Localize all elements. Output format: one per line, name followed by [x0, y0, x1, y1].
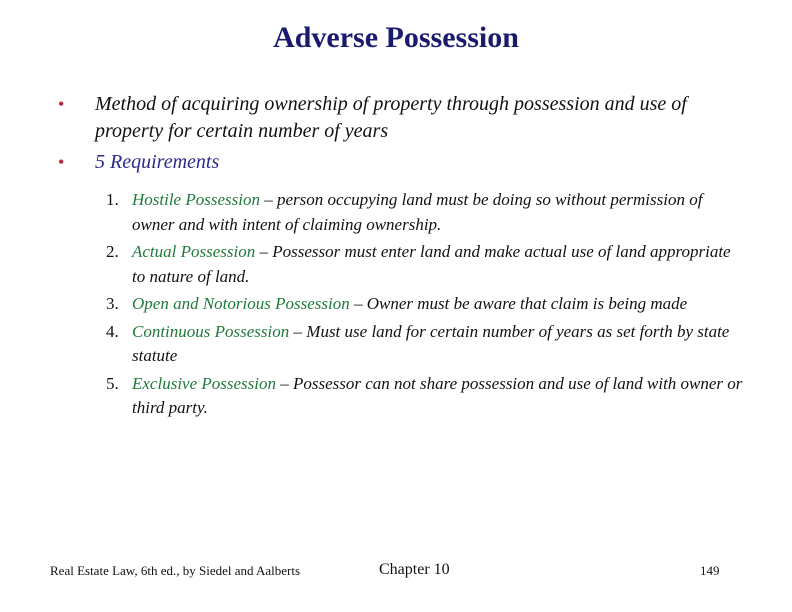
requirement-description: – Must use land for certain number of years as set forth by state statute [132, 321, 730, 365]
requirement-number: 2. [106, 242, 119, 261]
requirement-term: Actual Possession [132, 242, 256, 261]
requirement-description: – Possessor can not share possession and use of land with owner or third party. [132, 373, 743, 417]
requirements-list [106, 188, 746, 424]
requirement-number: 5. [106, 373, 119, 393]
footer-chapter: Chapter 10 [379, 561, 450, 578]
footer-source: Real Estate Law, 6th ed., by Siedel and Aalberts [50, 563, 301, 578]
page-number: 149 [700, 563, 720, 578]
slide-title: Adverse Possession [273, 21, 519, 54]
requirement-number: 1. [106, 190, 119, 209]
bullet-list [58, 91, 748, 180]
requirement-term: Open and Notorious Possession [132, 294, 350, 313]
requirement-term: Exclusive Possession [132, 373, 276, 393]
requirement-term: Continuous Possession [132, 321, 290, 341]
requirement-item [106, 240, 746, 289]
bullet-text: 5 Requirements [95, 151, 220, 173]
requirement-number: 4. [106, 321, 119, 341]
requirement-item [106, 188, 746, 237]
bullet-marker: • [58, 152, 65, 172]
requirement-description: – person occupying land must be doing so without permission of owner and with intent of claiming ownership. [132, 190, 703, 234]
requirement-item [106, 320, 746, 369]
bullet-marker: • [58, 94, 65, 114]
bullet-text: Method of acquiring ownership of property through possession and use of property for certain number of years [95, 93, 687, 142]
requirement-description: – Owner must be aware that claim is being made [349, 294, 688, 313]
bullet-item-requirements [58, 149, 748, 176]
requirement-term: Hostile Possession [132, 190, 260, 209]
requirement-number: 3. [106, 294, 119, 313]
requirement-description: – Possessor must enter land and make actual use of land appropriate to nature of land. [132, 242, 731, 286]
requirement-item [106, 292, 746, 317]
bullet-item-definition [58, 91, 748, 145]
requirement-item [106, 372, 746, 421]
